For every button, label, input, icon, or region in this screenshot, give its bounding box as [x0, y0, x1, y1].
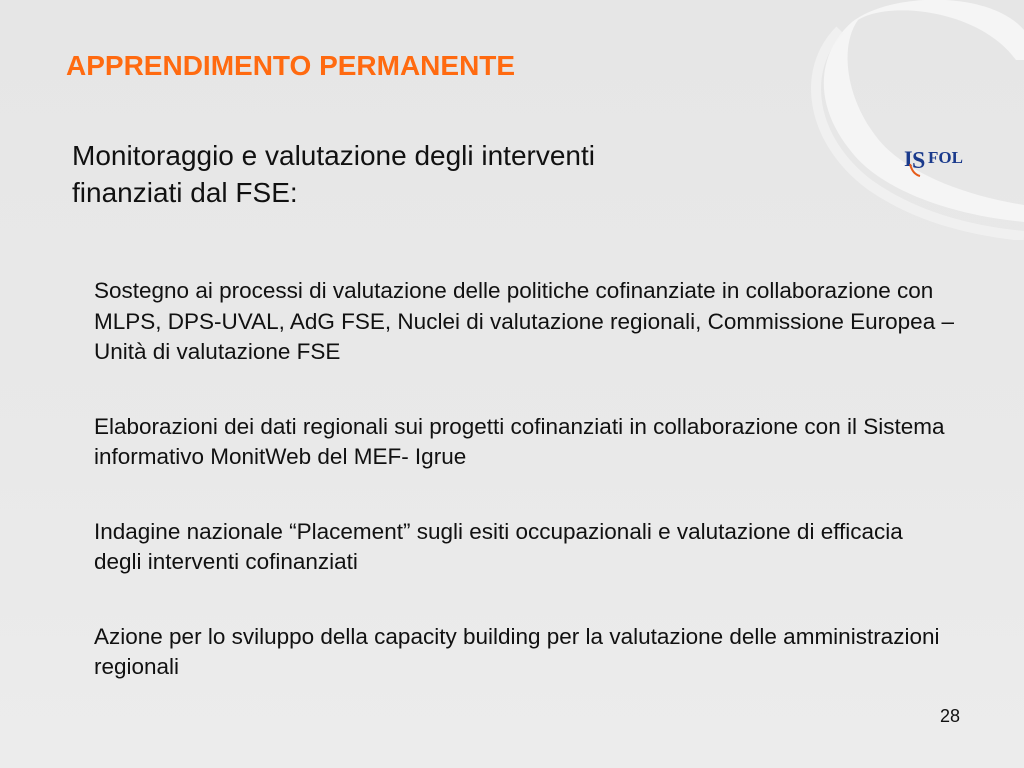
svg-text:I: I	[904, 146, 912, 171]
bullet-item: Azione per lo sviluppo della capacity building per la valutazione delle amministrazioni regionali	[94, 623, 940, 679]
decorative-swoosh	[780, 0, 1024, 240]
svg-text:FOL: FOL	[928, 148, 963, 167]
slide-subtitle	[72, 137, 752, 211]
subtitle-line-2: finanziati dal FSE:	[72, 177, 298, 208]
isfol-logo	[902, 142, 970, 182]
bullet-item: Sostegno ai processi di valutazione delle politiche cofinanziate in collaborazione con MLPS, DPS-UVAL, AdG FSE, Nuclei di valutazione regionali, Commissione Europea – Unità di valutazione FSE	[94, 278, 954, 364]
bullet-item: Indagine nazionale “Placement” sugli esiti occupazionali e valutazione di efficacia degli interventi cofinanziati	[94, 518, 903, 574]
slide-title: APPRENDIMENTO PERMANENTE	[66, 50, 516, 81]
subtitle-line-1: Monitoraggio e valutazione degli interventi	[72, 140, 595, 171]
bullet-list	[94, 276, 954, 727]
bullet-item: Elaborazioni dei dati regionali sui progetti cofinanziati in collaborazione con il Sistema informativo MonitWeb del MEF- Igrue	[94, 413, 945, 469]
svg-text:S: S	[912, 148, 926, 174]
page-number: 28	[940, 706, 961, 726]
